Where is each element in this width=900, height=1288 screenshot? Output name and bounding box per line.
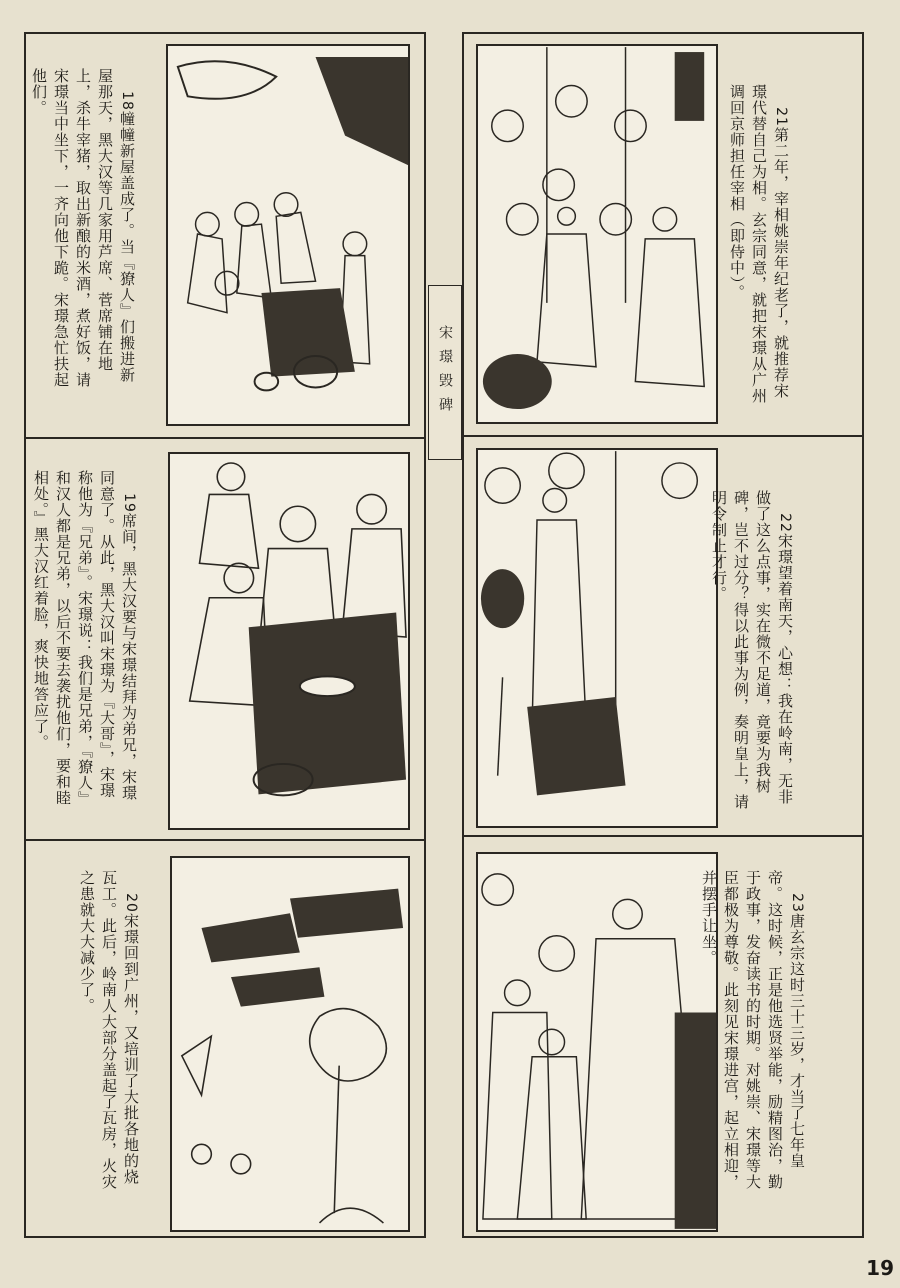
caption-21 bbox=[724, 84, 814, 404]
panel-number-18: 18 bbox=[119, 91, 135, 111]
illustration-20 bbox=[170, 856, 410, 1232]
village-celebration-illustration bbox=[168, 46, 408, 424]
illustration-21 bbox=[476, 44, 718, 424]
panel-number-19: 19 bbox=[121, 493, 137, 513]
column-title: 宋璟毁碑 bbox=[428, 285, 462, 460]
song-jing-thinking-illustration bbox=[478, 450, 716, 826]
tiled-village-illustration bbox=[172, 858, 408, 1230]
caption-text-18: 幢幢新屋盖成了。当『獠人』们搬进新屋那天，黑大汉等几家用芦席、菅席铺在地上，杀牛宰猪，取出新酿的米酒，煮好饭，请宋璟当中坐下，一齐向他下跪。宋璟急忙扶起他们。 bbox=[30, 68, 136, 388]
caption-text-22: 宋璟望着南天，心想：我在岭南，无非做了这么点事，实在微不足道，竟要为我树碑，岂不过分？得以此事为例，奏明皇上，请明令制止才行。 bbox=[710, 490, 794, 810]
caption-20 bbox=[78, 870, 164, 1190]
page-number: 19 bbox=[866, 1256, 894, 1280]
banquet-illustration bbox=[170, 454, 408, 828]
caption-18 bbox=[30, 68, 160, 398]
illustration-18 bbox=[166, 44, 410, 426]
caption-19 bbox=[32, 470, 162, 810]
caption-text-23: 唐玄宗这时三十三岁，才当了七年皇帝。这时候，正是他选贤举能，励精图治，勤于政事，发奋读书的时期。对姚崇、宋璟等大臣都极为尊敬。此刻见宋璟进宫，起立相迎，并摆手让坐。 bbox=[700, 870, 806, 1190]
panel-number-23: 23 bbox=[789, 893, 805, 913]
illustration-19 bbox=[168, 452, 410, 830]
illustration-22 bbox=[476, 448, 718, 828]
caption-text-20: 宋璟回到广州，又培训了大批各地的烧瓦工。此后，岭南人大部分盖起了瓦房，火灾之患就大大减少了。 bbox=[78, 870, 140, 1190]
caption-text-19: 席间，黑大汉要与宋璟结拜为弟兄，宋璟同意了。从此，黑大汉叫宋璟为『大哥』，宋璟称他为『兄弟』。宋璟说：我们是兄弟，『獠人』和汉人都是兄弟，以后不要去袭扰他们，要和睦相处。』黑大汉红着脸，爽快地答应了。 bbox=[32, 470, 138, 807]
caption-23 bbox=[700, 870, 830, 1200]
emperor-greeting-illustration bbox=[478, 854, 716, 1230]
panel-number-22: 22 bbox=[777, 513, 793, 533]
panel-number-21: 21 bbox=[773, 107, 789, 127]
illustration-23 bbox=[476, 852, 718, 1232]
caption-22 bbox=[710, 490, 818, 810]
caption-text-21: 第二年，宰相姚崇年纪老了，就推荐宋璟代替自己为相。玄宗同意，就把宋璟从广州调回京师担任宰相（即侍中）。 bbox=[728, 84, 790, 404]
panel-number-20: 20 bbox=[123, 893, 139, 913]
palace-illustration bbox=[478, 46, 716, 422]
